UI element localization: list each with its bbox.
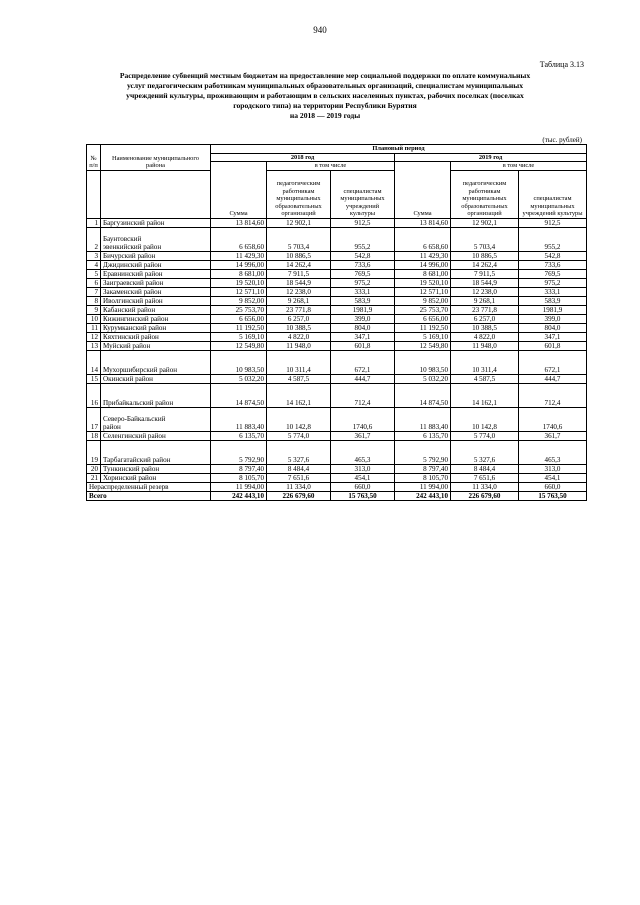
value-cell: 4 587,5 [267,374,331,383]
value-cell: 11 994,00 [211,482,267,491]
value-cell: 11 948,0 [267,341,331,350]
value-cell: 12 549,80 [395,341,451,350]
value-cell: 12 902,1 [267,218,331,227]
row-number: 12 [87,332,101,341]
row-number: 4 [87,260,101,269]
value-cell: 19 520,10 [211,278,267,287]
value-cell: 242 443,10 [211,491,267,500]
value-cell: 6 257,0 [267,314,331,323]
table-row [87,278,587,287]
value-cell: 465,3 [519,440,587,464]
value-cell: 5 327,6 [451,440,519,464]
district-name: Окинский район [101,374,211,383]
header-name-cont [101,170,211,218]
value-cell: 912,5 [519,218,587,227]
row-number: 10 [87,314,101,323]
value-cell: 13 814,60 [395,218,451,227]
value-cell: 399,0 [331,314,395,323]
value-cell: 12 571,10 [211,287,267,296]
value-cell: 660,0 [519,482,587,491]
header-teachers-2018: педагогическим работникам муниципальных образовательных организаций [267,170,331,218]
units-label: (тыс. рублей) [542,136,582,144]
value-cell: 583,9 [331,296,395,305]
district-name: Бичурский район [101,251,211,260]
table-row [87,218,587,227]
header-no-cont [87,170,101,218]
table-row [87,350,587,374]
header-including-2018: в том числе [267,162,395,171]
reserve-row [87,482,587,491]
value-cell: 14 996,00 [211,260,267,269]
value-cell: 542,8 [519,251,587,260]
value-cell: 10 311,4 [451,350,519,374]
value-cell: 8 797,40 [211,464,267,473]
row-number: 18 [87,431,101,440]
value-cell: 11 994,00 [395,482,451,491]
value-cell: 8 105,70 [395,473,451,482]
table-row [87,227,587,251]
table-row [87,251,587,260]
page-number: 940 [313,25,327,35]
value-cell: 6 658,60 [211,227,267,251]
district-name: Тарбагатайский район [101,440,211,464]
value-cell: 14 262,4 [267,260,331,269]
value-cell: 12 571,10 [395,287,451,296]
district-name: Прибайкальский район [101,383,211,407]
value-cell: 9 852,00 [211,296,267,305]
value-cell: 12 238,0 [267,287,331,296]
value-cell: 226 679,60 [451,491,519,500]
value-cell: 333,1 [519,287,587,296]
district-name: Джидинский район [101,260,211,269]
value-cell: 804,0 [331,323,395,332]
district-name: Иволгинский район [101,296,211,305]
value-cell: 4 587,5 [451,374,519,383]
row-number: 1 [87,218,101,227]
value-cell: 15 763,50 [331,491,395,500]
value-cell: 15 763,50 [519,491,587,500]
value-cell: 9 268,1 [451,296,519,305]
value-cell: 9 852,00 [395,296,451,305]
header-planned-period: Плановый период [211,145,587,154]
value-cell: 712,4 [331,383,395,407]
value-cell: 313,0 [519,464,587,473]
value-cell: 8 484,4 [451,464,519,473]
value-cell: 9 268,1 [267,296,331,305]
table-row [87,341,587,350]
table-row [87,332,587,341]
row-number: 5 [87,269,101,278]
table-row [87,374,587,383]
header-culture-2019: специалистам муниципальных учреждений культуры [519,170,587,218]
value-cell: 313,0 [331,464,395,473]
value-cell: 7 651,6 [451,473,519,482]
value-cell: 4 822,0 [451,332,519,341]
table-row [87,314,587,323]
value-cell: 333,1 [331,287,395,296]
value-cell: 5 327,6 [267,440,331,464]
value-cell: 10 983,50 [395,350,451,374]
value-cell: 672,1 [331,350,395,374]
value-cell: 8 484,4 [267,464,331,473]
row-number: 14 [87,350,101,374]
value-cell: 10 142,8 [267,407,331,431]
value-cell: 975,2 [331,278,395,287]
value-cell: 955,2 [331,227,395,251]
value-cell: 912,5 [331,218,395,227]
row-number: 8 [87,296,101,305]
value-cell: 11 948,0 [451,341,519,350]
value-cell: 454,1 [331,473,395,482]
value-cell: 769,5 [519,269,587,278]
table-body [87,218,587,500]
row-number: 3 [87,251,101,260]
value-cell: 25 753,70 [211,305,267,314]
district-name: Мухоршибирский район [101,350,211,374]
value-cell: 712,4 [519,383,587,407]
value-cell: 583,9 [519,296,587,305]
value-cell: 542,8 [331,251,395,260]
table-header [87,145,587,219]
district-name: Еравнинский район [101,269,211,278]
title-line: услуг педагогическим работникам муниципальных образовательных организаций, специалистам муниципальных [126,81,524,90]
value-cell: 1981,9 [331,305,395,314]
district-name: Муйский район [101,341,211,350]
header-including-2019: в том числе [451,162,587,171]
value-cell: 5 169,10 [395,332,451,341]
value-cell: 11 192,50 [395,323,451,332]
value-cell: 12 549,80 [211,341,267,350]
district-name: Баунтовский эвенкийский район [101,227,211,251]
header-year-2018: 2018 год [211,153,395,162]
value-cell: 601,8 [331,341,395,350]
value-cell: 1981,9 [519,305,587,314]
title-line: на 2018 — 2019 годы [289,111,361,120]
value-cell: 10 886,5 [267,251,331,260]
value-cell: 11 883,40 [395,407,451,431]
row-number: 15 [87,374,101,383]
value-cell: 5 169,10 [211,332,267,341]
table-row [87,431,587,440]
value-cell: 361,7 [519,431,587,440]
row-number: 9 [87,305,101,314]
value-cell: 14 874,50 [395,383,451,407]
header-name: Наименование муниципального района [101,145,211,171]
value-cell: 601,8 [519,341,587,350]
row-number: 11 [87,323,101,332]
row-number: 13 [87,341,101,350]
district-name: Северо-Байкальский район [101,407,211,431]
table-row [87,305,587,314]
value-cell: 23 771,8 [451,305,519,314]
value-cell: 10 311,4 [267,350,331,374]
value-cell: 5 774,0 [451,431,519,440]
title-line: учреждений культуры, проживающим и работающим в сельских населенных пунктах, рабочих поселках (поселках [126,91,524,100]
row-number: 7 [87,287,101,296]
value-cell: 11 334,0 [451,482,519,491]
value-cell: 6 135,70 [211,431,267,440]
header-no: № п/п [87,145,101,171]
table-row [87,323,587,332]
value-cell: 12 238,0 [451,287,519,296]
header-sum-2018: Сумма [211,162,267,219]
row-number: 17 [87,407,101,431]
value-cell: 399,0 [519,314,587,323]
value-cell: 11 334,0 [267,482,331,491]
value-cell: 12 902,1 [451,218,519,227]
value-cell: 8 681,00 [211,269,267,278]
district-name: Курумканский район [101,323,211,332]
row-number: 16 [87,383,101,407]
value-cell: 672,1 [519,350,587,374]
table-row [87,464,587,473]
value-cell: 11 429,30 [395,251,451,260]
value-cell: 733,6 [519,260,587,269]
row-number: 2 [87,227,101,251]
value-cell: 660,0 [331,482,395,491]
document-title [90,71,560,121]
district-name: Закаменский район [101,287,211,296]
value-cell: 14 996,00 [395,260,451,269]
value-cell: 14 162,1 [451,383,519,407]
value-cell: 10 388,5 [267,323,331,332]
header-year-2019: 2019 год [395,153,587,162]
value-cell: 444,7 [331,374,395,383]
value-cell: 8 105,70 [211,473,267,482]
header-teachers-2019: педагогическим работникам муниципальных образовательных организаций [451,170,519,218]
value-cell: 18 544,9 [451,278,519,287]
value-cell: 10 142,8 [451,407,519,431]
value-cell: 14 874,50 [211,383,267,407]
value-cell: 6 135,70 [395,431,451,440]
table-row [87,269,587,278]
value-cell: 975,2 [519,278,587,287]
value-cell: 444,7 [519,374,587,383]
value-cell: 6 656,00 [395,314,451,323]
value-cell: 454,1 [519,473,587,482]
value-cell: 14 262,4 [451,260,519,269]
value-cell: 7 911,5 [451,269,519,278]
row-number: 20 [87,464,101,473]
title-line: Распределение субвенций местным бюджетам на предоставление мер социальной поддержки по оплате коммунальных [119,71,531,80]
total-row-label: Всего [87,491,211,500]
value-cell: 5 032,20 [395,374,451,383]
table-row [87,287,587,296]
value-cell: 769,5 [331,269,395,278]
value-cell: 11 883,40 [211,407,267,431]
value-cell: 347,1 [331,332,395,341]
district-name: Кижингинский район [101,314,211,323]
value-cell: 18 544,9 [267,278,331,287]
table-row [87,407,587,431]
value-cell: 955,2 [519,227,587,251]
value-cell: 14 162,1 [267,383,331,407]
value-cell: 7 651,6 [267,473,331,482]
district-name: Заиграевский район [101,278,211,287]
district-name: Кяхтинский район [101,332,211,341]
value-cell: 10 886,5 [451,251,519,260]
value-cell: 25 753,70 [395,305,451,314]
district-name: Селенгинский район [101,431,211,440]
table-row [87,473,587,482]
value-cell: 11 192,50 [211,323,267,332]
value-cell: 804,0 [519,323,587,332]
value-cell: 5 774,0 [267,431,331,440]
value-cell: 733,6 [331,260,395,269]
value-cell: 226 679,60 [267,491,331,500]
value-cell: 4 822,0 [267,332,331,341]
district-name: Кабанский район [101,305,211,314]
reserve-row-label: Нераспределенный резерв [87,482,211,491]
district-name: Тункинский район [101,464,211,473]
value-cell: 6 658,60 [395,227,451,251]
table-row [87,296,587,305]
table-label: Таблица 3.13 [539,60,584,69]
value-cell: 465,3 [331,440,395,464]
table-row [87,440,587,464]
total-row [87,491,587,500]
title-line: городского типа) на территории Республики Бурятия [233,101,417,110]
value-cell: 5 792,90 [211,440,267,464]
value-cell: 8 797,40 [395,464,451,473]
district-name: Хоринский район [101,473,211,482]
value-cell: 5 703,4 [451,227,519,251]
value-cell: 6 257,0 [451,314,519,323]
value-cell: 7 911,5 [267,269,331,278]
value-cell: 6 656,00 [211,314,267,323]
value-cell: 5 032,20 [211,374,267,383]
value-cell: 19 520,10 [395,278,451,287]
value-cell: 8 681,00 [395,269,451,278]
table-row [87,383,587,407]
value-cell: 242 443,10 [395,491,451,500]
value-cell: 13 814,60 [211,218,267,227]
value-cell: 10 388,5 [451,323,519,332]
value-cell: 361,7 [331,431,395,440]
table-row [87,260,587,269]
header-sum-2019: Сумма [395,162,451,219]
subsidy-table [86,144,587,501]
row-number: 19 [87,440,101,464]
value-cell: 10 983,50 [211,350,267,374]
value-cell: 5 792,90 [395,440,451,464]
row-number: 6 [87,278,101,287]
header-culture-2018: специалистам муниципальных учреждений культуры [331,170,395,218]
value-cell: 5 703,4 [267,227,331,251]
district-name: Баргузинский район [101,218,211,227]
value-cell: 11 429,30 [211,251,267,260]
value-cell: 1740,6 [519,407,587,431]
value-cell: 23 771,8 [267,305,331,314]
row-number: 21 [87,473,101,482]
value-cell: 347,1 [519,332,587,341]
value-cell: 1740,6 [331,407,395,431]
